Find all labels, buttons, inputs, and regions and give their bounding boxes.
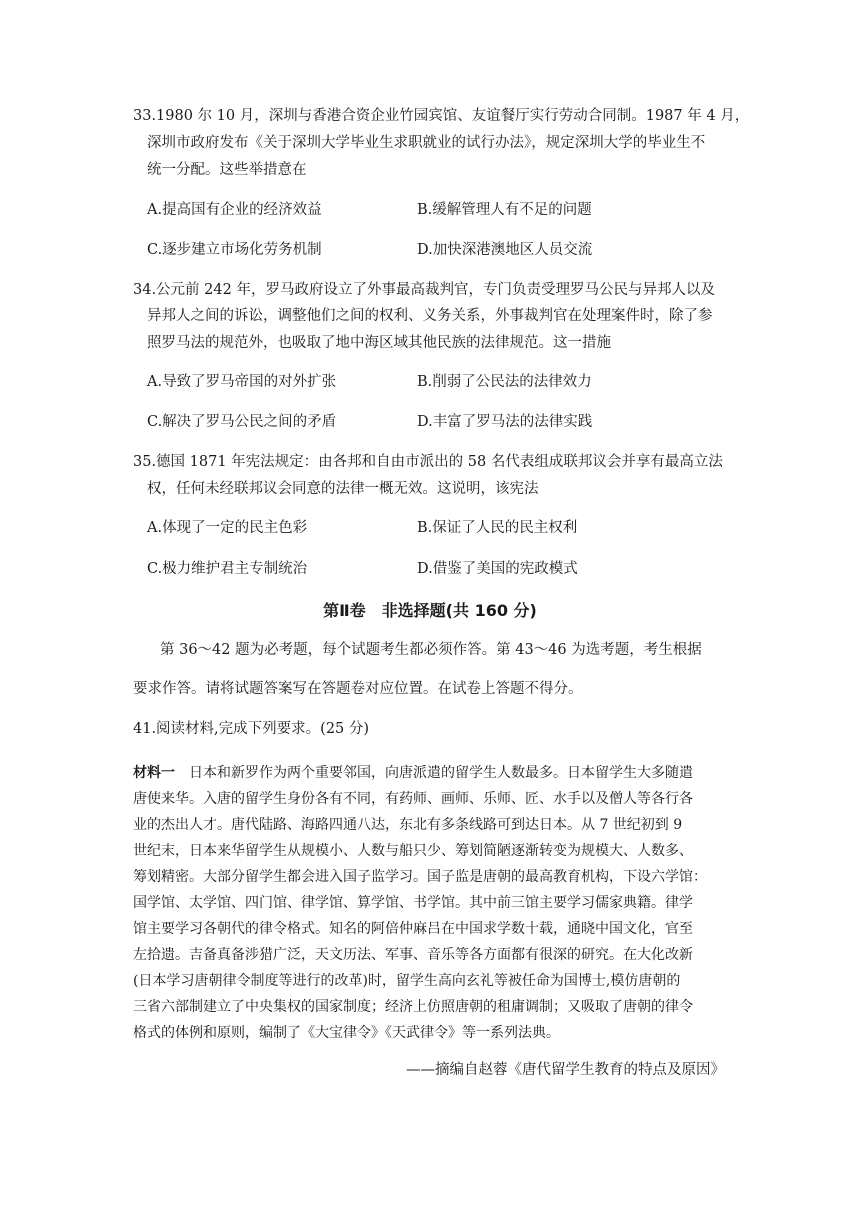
q35-option-b: B.保证了人民的民主权利	[417, 520, 578, 536]
material-line-2: 唐使来华。入唐的留学生身份各有不同，有药师、画师、乐师、匠、水手以及僧人等各行各	[133, 791, 693, 807]
material-source: ——摘编自赵蓉《唐代留学生教育的特点及原因》	[406, 1062, 725, 1078]
material-line-3: 业的杰出人才。唐代陆路、海路四通八达，东北有多条线路可到达日本。从 7 世纪初到 9	[133, 817, 683, 833]
q34-stem-line1: 34.公元前 242 年，罗马政府设立了外事最高裁判官，专门负责受理罗马公民与异邦人以及	[133, 282, 715, 298]
material-line-7: 馆主要学习各朝代的律令格式。知名的阿倍仲麻吕在中国求学数十载，通晓中国文化，官至	[133, 921, 693, 937]
q34-stem-line2: 异邦人之间的诉讼，调整他们之间的权利、义务关系，外事裁判官在处理案件时，除了参	[147, 308, 713, 324]
material-line-9: (日本学习唐朝律令制度等进行的改革)时，留学生高向玄礼等被任命为国博士,模仿唐朝的	[133, 973, 681, 989]
material-line-11: 格式的体例和原则，编制了《大宝律令》《天武律令》等一系列法典。	[133, 1025, 560, 1041]
q34-option-d: D.丰富了罗马法的法律实践	[417, 414, 593, 430]
material-label: 材料一	[133, 765, 175, 781]
q41-heading: 41.阅读材料,完成下列要求。(25 分)	[133, 721, 370, 737]
q33-option-c: C.逐步建立市场化劳务机制	[147, 242, 322, 258]
q33-stem-line1: 33.1980 尔 10 月，深圳与香港合资企业竹园宾馆、友谊餐厅实行劳动合同制。1987 年 4 月，	[133, 108, 750, 124]
q35-stem-line1: 35.德国 1871 年宪法规定：由各邦和自由市派出的 58 名代表组成联邦议会并享有最高立法	[133, 454, 723, 470]
material-line-5: 筹划精密。大部分留学生都会进入国子监学习。国子监是唐朝的最高教育机构，下设六学馆：	[133, 869, 707, 885]
section-title: 第Ⅱ卷 非选择题(共 160 分)	[323, 601, 537, 620]
material-line-4: 世纪末，日本来华留学生从规模小、人数与船只少、筹划简陋逐渐转变为规模大、人数多、	[133, 843, 693, 859]
q34-option-b: B.削弱了公民法的法律效力	[417, 374, 592, 390]
q33-stem-line2: 深圳市政府发布《关于深圳大学毕业生求职就业的试行办法》，规定深圳大学的毕业生不	[147, 135, 706, 151]
section-instruction-line2: 要求作答。请将试题答案写在答题卷对应位置。在试卷上答题不得分。	[133, 681, 583, 697]
material-line-1-text: 日本和新罗作为两个重要邻国，向唐派遣的留学生人数最多。日本留学生大多随遣	[175, 765, 693, 781]
q33-option-b: B.缓解管理人有不足的问题	[417, 202, 592, 218]
q33-option-d: D.加快深港澳地区人员交流	[417, 242, 593, 258]
q33-option-a: A.提高国有企业的经济效益	[147, 202, 322, 218]
material-line-8: 左拾遗。吉备真备涉猎广泛，天文历法、军事、音乐等各方面都有很深的研究。在大化改新	[133, 947, 693, 963]
material-line-10: 三省六部制建立了中央集权的国家制度；经济上仿照唐朝的租庸调制；又吸取了唐朝的律令	[133, 999, 693, 1015]
q35-stem-line2: 权，任何未经联邦议会同意的法律一概无效。这说明，该宪法	[147, 481, 539, 497]
q35-option-d: D.借鉴了美国的宪政模式	[417, 561, 578, 577]
q35-option-a: A.体现了一定的民主色彩	[147, 520, 308, 536]
q34-option-a: A.导致了罗马帝国的对外扩张	[147, 374, 337, 390]
q35-option-c: C.极力维护君主专制统治	[147, 561, 308, 577]
q34-option-c: C.解决了罗马公民之间的矛盾	[147, 414, 337, 430]
material-line-1	[133, 763, 733, 783]
q34-stem-line3: 照罗马法的规范外，也吸取了地中海区域其他民族的法律规范。这一措施	[147, 335, 611, 351]
q33-stem-line3: 统一分配。这些举措意在	[147, 162, 307, 178]
section-instruction-line1: 第 36～42 题为必考题，每个试题考生都必须作答。第 43～46 为选考题，考生根据	[160, 642, 702, 658]
material-line-6: 国学馆、太学馆、四门馆、律学馆、算学馆、书学馆。其中前三馆主要学习儒家典籍。律学	[133, 895, 693, 911]
